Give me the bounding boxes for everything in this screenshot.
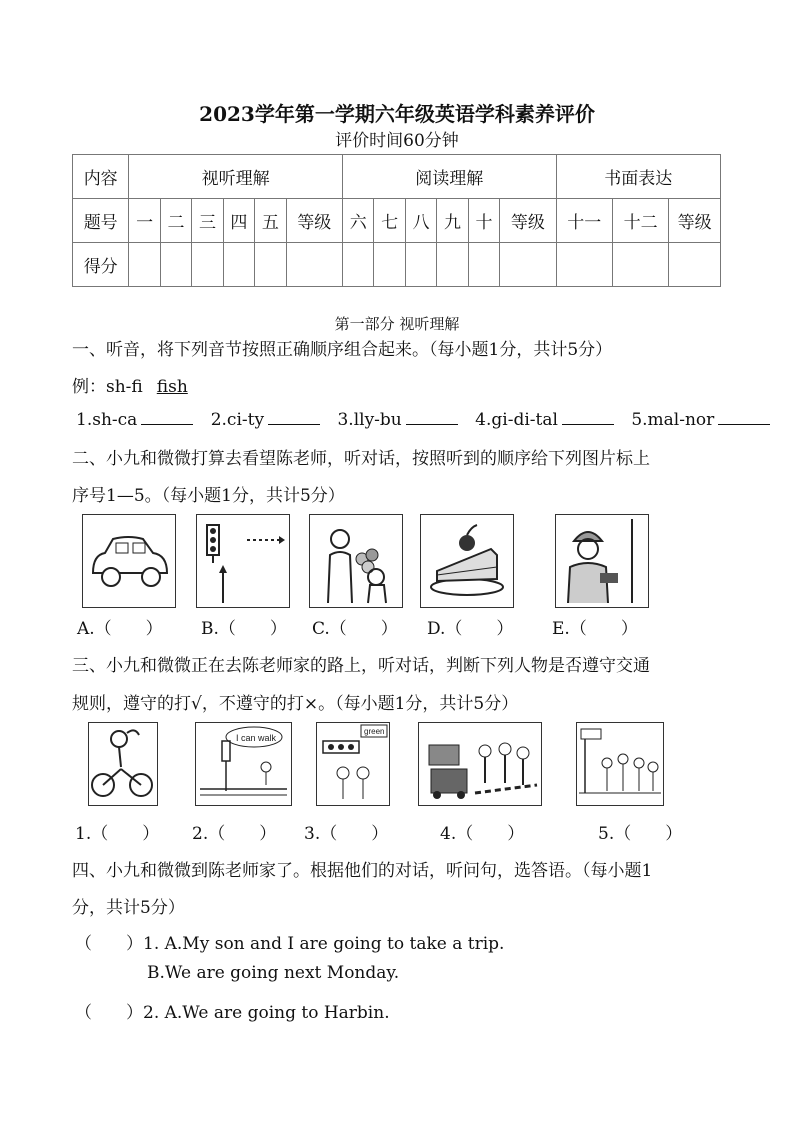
green-bubble-text: green	[364, 727, 385, 736]
score-input[interactable]	[223, 243, 254, 287]
flowers-picture	[309, 514, 403, 608]
q2-option-e[interactable]: E.（ ）	[552, 619, 638, 639]
cell-grade-3: 等级	[669, 199, 721, 243]
score-table-row-content	[73, 155, 721, 199]
q4-item-1	[75, 929, 504, 954]
q4-instruction-line1: 四、小九和微微到陈老师家了。根据他们的对话，听问句，选答语。（每小题1	[72, 861, 653, 881]
cyclist-picture	[88, 722, 158, 806]
q1-example	[72, 372, 188, 397]
crossing-picture	[418, 722, 542, 806]
q2-option-d[interactable]: D.（ ）	[427, 619, 514, 639]
q4-item-2-option-a: 2. A.We are going to Harbin.	[143, 1003, 390, 1023]
q3-option-2[interactable]: 2.（ ）	[192, 824, 277, 844]
score-input[interactable]	[556, 243, 612, 287]
answer-blank[interactable]	[268, 410, 320, 425]
q1-item: 3.lly-bu	[337, 410, 402, 430]
q1-example-answer: fish	[156, 377, 188, 397]
q1-item: 1.sh-ca	[76, 410, 138, 430]
cell-content-label: 内容	[73, 155, 129, 199]
cell-score-label: 得分	[73, 243, 129, 287]
score-input[interactable]	[500, 243, 556, 287]
cell-writing: 书面表达	[556, 155, 720, 199]
score-input[interactable]	[255, 243, 286, 287]
page-title: 2023学年第一学期六年级英语学科素养评价	[199, 102, 595, 126]
cell-q10: 十	[468, 199, 499, 243]
score-input[interactable]	[160, 243, 191, 287]
q2-options	[77, 614, 777, 639]
cell-grade-2: 等级	[500, 199, 556, 243]
cell-q3: 三	[192, 199, 223, 243]
score-input[interactable]	[374, 243, 405, 287]
q3-instruction-line1: 三、小九和微微正在去陈老师家的路上，听对话，判断下列人物是否遵守交通	[72, 656, 650, 676]
answer-blank[interactable]	[718, 410, 770, 425]
score-input[interactable]	[286, 243, 342, 287]
score-input[interactable]	[405, 243, 436, 287]
q3-option-3[interactable]: 3.（ ）	[304, 824, 389, 844]
q3-option-4[interactable]: 4.（ ）	[440, 824, 525, 844]
q3-instruction-line2: 规则，遵守的打√，不遵守的打×。（每小题1分，共计5分）	[72, 694, 519, 714]
walk-bubble-text: I can walk	[236, 733, 277, 743]
bus-stop-picture	[576, 722, 664, 806]
q2-option-a[interactable]: A.（ ）	[77, 619, 163, 639]
score-input[interactable]	[192, 243, 223, 287]
cell-q4: 四	[223, 199, 254, 243]
cell-q8: 八	[405, 199, 436, 243]
q1-example-label: 例：sh-fi	[72, 377, 143, 397]
q3-option-1[interactable]: 1.（ ）	[75, 824, 160, 844]
cell-number-label: 题号	[73, 199, 129, 243]
cell-q9: 九	[437, 199, 468, 243]
car-picture	[82, 514, 176, 608]
q3-option-5[interactable]: 5.（ ）	[598, 824, 683, 844]
q2-option-c[interactable]: C.（ ）	[312, 619, 398, 639]
page-subtitle: 评价时间60分钟	[335, 131, 459, 151]
q4-answer-bracket[interactable]: （ ）	[75, 934, 143, 954]
q2-instruction-line2: 序号1—5。（每小题1分，共计5分）	[72, 486, 345, 506]
answer-blank[interactable]	[406, 410, 458, 425]
answer-blank[interactable]	[141, 410, 193, 425]
score-input[interactable]	[342, 243, 373, 287]
cell-q2: 二	[160, 199, 191, 243]
answer-blank[interactable]	[562, 410, 614, 425]
green-light-picture	[316, 722, 390, 806]
score-input[interactable]	[468, 243, 499, 287]
cell-grade-1: 等级	[286, 199, 342, 243]
score-input[interactable]	[129, 243, 160, 287]
cell-listening: 视听理解	[129, 155, 343, 199]
cell-q12: 十二	[612, 199, 668, 243]
score-input[interactable]	[669, 243, 721, 287]
q2-instruction-line1: 二、小九和微微打算去看望陈老师，听对话，按照听到的顺序给下列图片标上	[72, 449, 650, 469]
q1-item: 2.ci-ty	[210, 410, 265, 430]
q1-item: 4.gi-di-tal	[475, 410, 558, 430]
score-table-row-number	[73, 199, 721, 243]
cake-picture	[420, 514, 514, 608]
traffic-light-picture	[196, 514, 290, 608]
cell-reading: 阅读理解	[342, 155, 556, 199]
cell-q1: 一	[129, 199, 160, 243]
score-input[interactable]	[437, 243, 468, 287]
q4-item-2	[75, 998, 390, 1023]
q4-answer-bracket[interactable]: （ ）	[75, 1003, 143, 1023]
cell-q7: 七	[374, 199, 405, 243]
score-input[interactable]	[612, 243, 668, 287]
q2-option-b[interactable]: B.（ ）	[201, 619, 287, 639]
q4-instruction-line2: 分，共计5分）	[72, 898, 185, 918]
worker-picture	[555, 514, 649, 608]
cell-q5: 五	[255, 199, 286, 243]
part1-heading: 第一部分 视听理解	[334, 315, 460, 333]
cell-q11: 十一	[556, 199, 612, 243]
score-table	[72, 154, 721, 287]
q1-item: 5.mal-nor	[631, 410, 715, 430]
cell-q6: 六	[342, 199, 373, 243]
score-table-row-score	[73, 243, 721, 287]
q1-items	[76, 410, 782, 430]
q4-item-1-option-b: B.We are going next Monday.	[147, 963, 400, 983]
q4-item-1-option-a: 1. A.My son and I are going to take a trip.	[143, 934, 505, 954]
q3-options	[75, 819, 775, 844]
walk-sign-picture	[195, 722, 292, 806]
q1-instruction: 一、听音，将下列音节按照正确顺序组合起来。（每小题1分，共计5分）	[72, 340, 613, 360]
